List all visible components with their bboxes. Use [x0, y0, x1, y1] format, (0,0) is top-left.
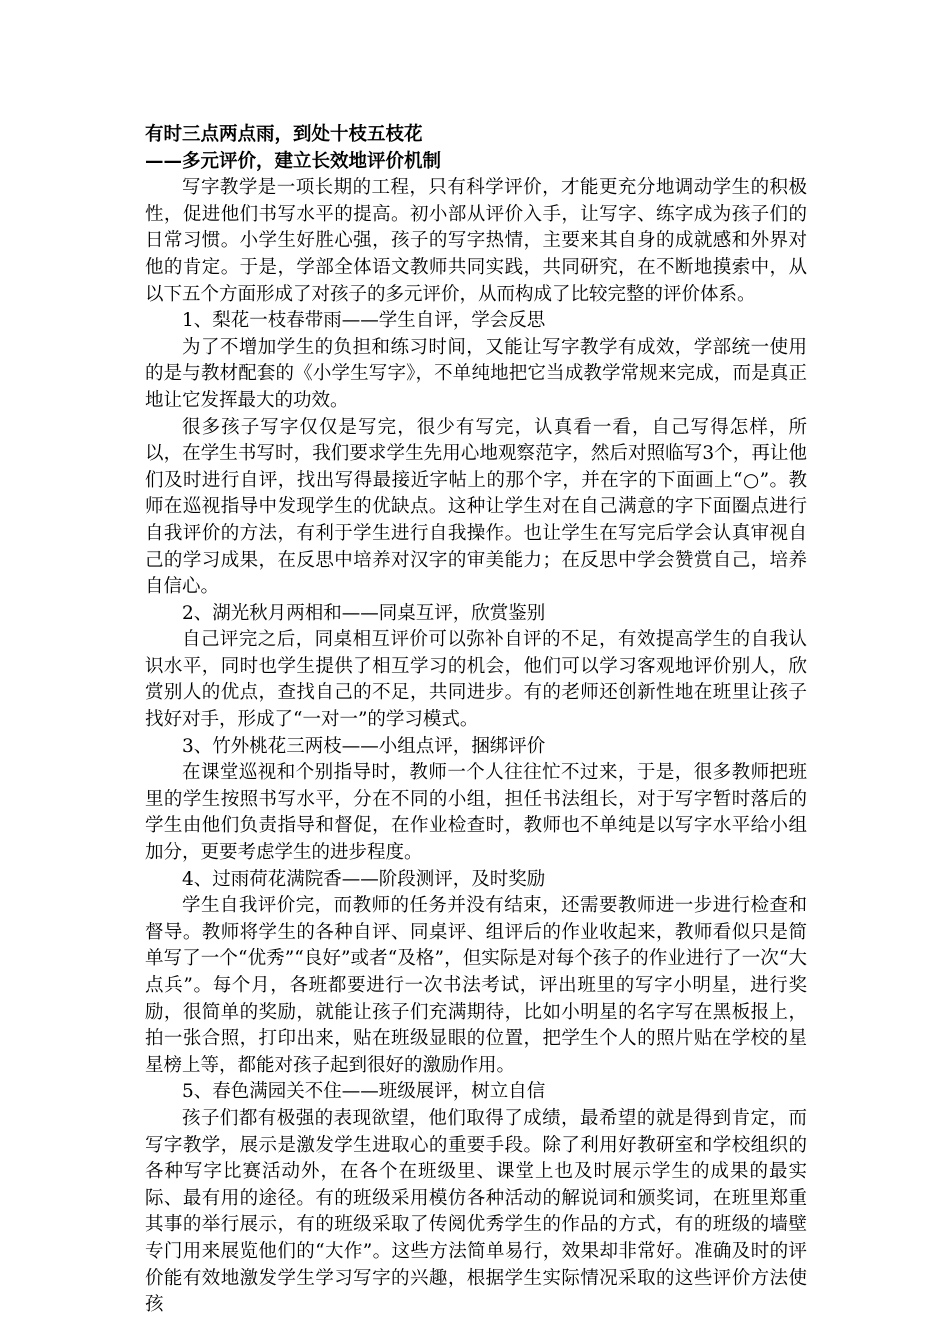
- section-1-heading: 1、梨花一枝春带雨——学生自评，学会反思: [182, 310, 546, 332]
- section-2-paragraph-1: 自己评完之后，同桌相互评价可以弥补自评的不足，有效提高学生的自我认识水平，同时也学生提供了相互学习的机会，他们可以学习客观地评价别人，欣赏别人的优点，查找自己的不足，共同进步。有的老师还创新性地在班里让孩子找好对手，形成了“一对一”的学习模式。: [145, 629, 807, 731]
- document-subtitle: ——多元评价，建立长效地评价机制: [145, 150, 442, 172]
- section-5-heading: 5、春色满园关不住——班级展评，树立自信: [182, 1081, 546, 1103]
- document-title: 有时三点两点雨，到处十枝五枝花: [145, 124, 423, 145]
- section-5-paragraph-1: 孩子们都有极强的表现欲望，他们取得了成绩，最希望的就是得到肯定，而写字教学，展示是激发学生进取心的重要手段。除了利用好教研室和学校组织的各种写字比赛活动外，在各个在班级里、课堂上也及时展示学生的成果的最实际、最有用的途径。有的班级采用模仿各种活动的解说词和颁奖词，在班里郑重其事的举行展示，有的班级采取了传阅优秀学生的作品的方式，有的班级的墙壁专门用来展览他们的“大作”。这些方法简单易行，效果却非常好。准确及时的评价能有效地激发学生学习写字的兴趣，根据学生实际情况采取的这些评价方法使孩: [145, 1107, 807, 1316]
- section-4-paragraph-1: 学生自我评价完，而教师的任务并没有结束，还需要教师进一步进行检查和督导。教师将学生的各种自评、同桌评、组评后的作业收起来，教师看似只是简单写了一个“优秀”“良好”或者“及格”，但实际是对每个孩子的作业进行了一次“大点兵”。每个月，各班都要进行一次书法考试，评出班里的写字小明星，进行奖励，很简单的奖励，就能让孩子们充满期待，比如小明星的名字写在黑板报上，拍一张合照，打印出来，贴在班级显眼的位置，把学生个人的照片贴在学校的星星榜上等，都能对孩子起到很好的激励作用。: [145, 895, 807, 1076]
- intro-paragraph: 写字教学是一项长期的工程，只有科学评价，才能更充分地调动学生的积极性，促进他们书写水平的提高。初小部从评价入手，让写字、练字成为孩子们的日常习惯。小学生好胜心强，孩子的写字热情，主要来其自身的成就感和外界对他的肯定。于是，学部全体语文教师共同实践，共同研究，在不断地摸索中，从以下五个方面形成了对孩子的多元评价，从而构成了比较完整的评价体系。: [145, 177, 807, 305]
- section-1-paragraph-2: 很多孩子写字仅仅是写完，很少有写完，认真看一看，自己写得怎样，所以，在学生书写时，我们要求学生先用心地观察范字，然后对照临写3个，再让他们及时进行自评，找出写得最接近字帖上的那个字，并在字的下面画上“○”。教师在巡视指导中发现学生的优缺点。这种让学生对在自己满意的字下面圈点进行自我评价的方法，有利于学生进行自我操作。也让学生在写完后学会认真审视自己的学习成果，在反思中培养对汉字的审美能力；在反思中学会赞赏自己，培养自信心。: [145, 416, 807, 598]
- section-3-paragraph-1: 在课堂巡视和个别指导时，教师一个人往往忙不过来，于是，很多教师把班里的学生按照书写水平，分在不同的小组，担任书法组长，对于写字暂时落后的学生由他们负责指导和督促，在作业检查时，教师也不单纯是以写字水平给小组加分，更要考虑学生的进步程度。: [145, 762, 807, 864]
- section-3-heading: 3、竹外桃花三两枝——小组点评，捆绑评价: [182, 735, 546, 757]
- document-page: [145, 122, 807, 1319]
- section-1-paragraph-1: 为了不增加学生的负担和练习时间，又能让写字教学有成效，学部统一使用的是与教材配套的《小学生写字》，不单纯地把它当成教学常规来完成，而是真正地让它发挥最大的功效。: [145, 336, 807, 411]
- section-2-heading: 2、湖光秋月两相和——同桌互评，欣赏鉴别: [182, 602, 546, 624]
- section-4-heading: 4、过雨荷花满院香——阶段测评，及时奖励: [182, 868, 546, 890]
